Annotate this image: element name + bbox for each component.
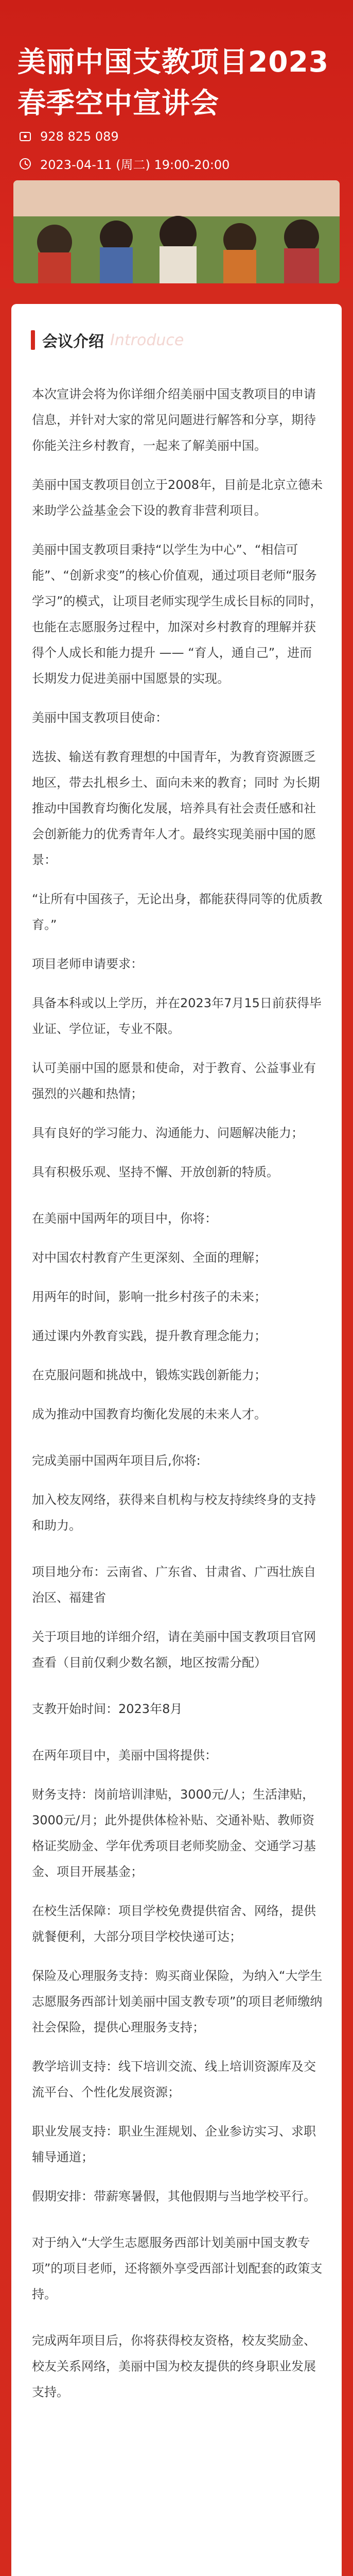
meeting-id-icon xyxy=(17,129,33,144)
paragraph: 在校生活保障：项目学校免费提供宿舍、网络，提供就餐便利，大部分项目学校快递可达； xyxy=(32,1904,316,1944)
paragraph: 在两年项目中，美丽中国将提供： xyxy=(32,1748,217,1762)
paragraph: 财务支持：岗前培训津贴，3000元/人；生活津贴，3000元/月；此外提供体检补贴、交通补贴、教师资格证奖励金、学年优秀项目老师奖励金、交通学习基金、项目开展基金； xyxy=(32,1787,316,1879)
paragraph: 完成两年项目后，你将获得校友资格，校友奖励金、校友关系网络，美丽中国为校友提供的终身职业发展支持。 xyxy=(32,2333,316,2399)
header-banner xyxy=(0,0,353,289)
paragraph: “让所有中国孩子，无论出身，都能获得同等的优质教育。” xyxy=(32,892,323,932)
paragraph: 美丽中国支教项目使命： xyxy=(32,710,168,725)
paragraph: 假期安排：带薪寒暑假，其他假期与当地学校平行。 xyxy=(32,2189,316,2204)
meeting-id-row xyxy=(17,129,119,144)
intro-content xyxy=(32,381,323,2418)
meeting-time-row xyxy=(17,155,230,173)
paragraph: 支教开始时间：2023年8月 xyxy=(32,1702,183,1716)
paragraph: 选拔、输送有教育理想的中国青年，为教育资源匮乏地区，带去扎根乡土、面向未来的教育；同时 为长期推动中国教育均衡化发展，培养具有社会责任感和社会创新能力的优秀青年人才。最终实现美丽中国的愿景： xyxy=(32,750,320,867)
paragraph: 成为推动中国教育均衡化发展的未来人才。 xyxy=(32,1407,267,1421)
paragraph: 美丽中国支教项目秉持“以学生为中心”、“相信可能”、“创新求变”的核心价值观，通过项目老师“服务学习”的模式，让项目老师实现学生成长目标的同时，也能在志愿服务过程中，加深对乡村教育的理解并获得个人成长和能力提升 —— “育人，通自己”，进而长期发力促进美丽中国愿景的实现。 xyxy=(32,543,323,686)
clock-icon xyxy=(17,156,33,172)
paragraph: 对于纳入“大学生志愿服务西部计划美丽中国支教专项”的项目老师，还将额外享受西部计划配套的政策支持。 xyxy=(32,2235,323,2301)
section-title: 会议介绍 xyxy=(42,333,104,351)
paragraph: 加入校友网络，获得来自机构与校友持续终身的支持和助力。 xyxy=(32,1493,316,1533)
paragraph: 用两年的时间，影响一批乡村孩子的未来； xyxy=(32,1290,267,1304)
meeting-id[interactable]: 928 825 089 xyxy=(40,129,119,144)
section-accent-bar xyxy=(31,330,35,350)
meeting-time: 2023-04-11 (周二) 19:00-20:00 xyxy=(40,158,230,172)
paragraph: 本次宣讲会将为你详细介绍美丽中国支教项目的申请信息，并针对大家的常见问题进行解答和分享，期待你能关注乡村教育，一起来了解美丽中国。 xyxy=(32,387,316,453)
paragraph: 通过课内外教育实践，提升教育理念能力； xyxy=(32,1329,267,1343)
paragraph: 保险及心理服务支持：购买商业保险，为纳入“大学生志愿服务西部计划美丽中国支教专项”的项目老师缴纳社会保险，提供心理服务支持； xyxy=(32,1969,323,2035)
paragraph: 关于项目地的详细介绍，请在美丽中国支教项目官网查看（目前仅剩少数名额，地区按需分配） xyxy=(32,1630,316,1670)
paragraph: 在美丽中国两年的项目中，你将： xyxy=(32,1211,217,1226)
paragraph: 具有积极乐观、坚持不懈、开放创新的特质。 xyxy=(32,1165,279,1179)
paragraph: 项目地分布：云南省、广东省、甘肃省、广西壮族自治区、福建省 xyxy=(32,1565,316,1605)
paragraph: 在克服问题和挑战中，锻炼实践创新能力； xyxy=(32,1368,267,1382)
page-title: 美丽中国支教项目2023春季空中宣讲会 xyxy=(17,45,329,120)
cover-photo xyxy=(13,180,340,283)
section-header xyxy=(31,329,184,351)
paragraph: 项目老师申请要求： xyxy=(32,957,143,971)
paragraph: 美丽中国支教项目创立于2008年，目前是北京立德未来助学公益基金会下设的教育非营利项目。 xyxy=(32,478,323,518)
paragraph: 教学培训支持：线下培训交流、线上培训资源库及交流平台、个性化发展资源； xyxy=(32,2059,316,2099)
paragraph: 认可美丽中国的愿景和使命，对于教育、公益事业有强烈的兴趣和热情； xyxy=(32,1061,316,1101)
paragraph: 对中国农村教育产生更深刻、全面的理解； xyxy=(32,1250,267,1265)
paragraph: 职业发展支持：职业生涯规划、企业参访实习、求职辅导通道； xyxy=(32,2124,316,2164)
paragraph: 具有良好的学习能力、沟通能力、问题解决能力； xyxy=(32,1126,304,1140)
section-title-en: Introduce xyxy=(110,331,184,349)
paragraph: 具备本科或以上学历，并在2023年7月15日前获得毕业证、学位证，专业不限。 xyxy=(32,996,322,1036)
intro-card xyxy=(11,304,342,2576)
paragraph: 完成美丽中国两年项目后,你将: xyxy=(32,1453,201,1468)
